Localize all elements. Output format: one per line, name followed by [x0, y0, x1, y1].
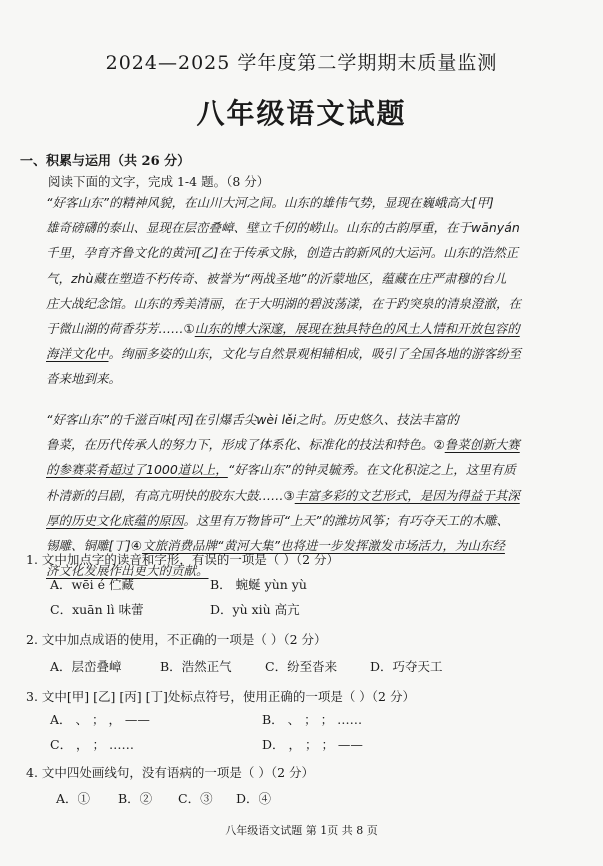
passage-line [46, 341, 556, 366]
question-3-option-c[interactable]: C． ， ； …… [50, 737, 134, 752]
question-2-option-d[interactable]: D．巧夺天工 [370, 659, 443, 674]
passage-line [46, 483, 556, 508]
question-2-option-c[interactable]: C．纷至沓来 [265, 659, 338, 674]
underlined-sentence-3-cont: 厚的历史文化底蕴的原因 [46, 512, 184, 528]
passage-line: 雄奇磅礴的泰山、显现在层峦叠嶂、壁立千仞的崂山。山东的古韵厚重，在于wānyán [46, 220, 520, 236]
section-heading: 一、积累与运用（共 26 分） [20, 154, 191, 169]
question-2-stem: 2. 文中加点成语的使用，不正确的一项是（ ）（2 分） [26, 632, 327, 647]
underlined-sentence-3: 丰富多彩的文艺形式，是因为得益于其深 [294, 487, 520, 503]
underlined-sentence-1-cont: 海洋文化中 [46, 346, 109, 362]
exam-subject-title: 八年级语文试题 [196, 97, 407, 130]
question-3-option-a[interactable]: A． 、 ； ， —— [50, 712, 150, 727]
passage-text: “好客山东”的钟灵毓秀。在文化积淀之上，这里有质 [227, 462, 516, 478]
question-4-option-b[interactable]: B．② [118, 791, 153, 806]
passage-line [46, 432, 556, 457]
question-1-option-a[interactable]: A．wēi é 伫藏 [50, 577, 134, 592]
underlined-sentence-2: 鲁菜创新大赛 [444, 437, 520, 453]
question-4-option-d[interactable]: D．④ [236, 791, 272, 806]
underlined-sentence-4-cont: 济文化发展作出更大的贡献。 [46, 563, 209, 579]
question-2-option-b[interactable]: B．浩然正气 [160, 659, 232, 674]
reading-instruction: 阅读下面的文字，完成 1-4 题。（8 分） [48, 174, 270, 189]
question-1-option-b[interactable]: B． 蜿蜒 yùn yù [210, 577, 307, 592]
question-1-option-d[interactable]: D．yù xiù 高亢 [210, 602, 300, 617]
question-4-option-c[interactable]: C．③ [178, 791, 213, 806]
passage-line [46, 316, 556, 341]
passage-text: 朴清新的吕剧，有高亢明快的胶东大鼓……③ [46, 487, 295, 503]
underlined-sentence-1: 山东的博大深邃，展现在独具特色的风土人情和开放包容的 [194, 321, 520, 337]
passage-text: 。绚丽多姿的山东，文化与自然景观相辅相成，吸引了全国各地的游客纷至 [108, 346, 522, 362]
passage-line: 庄大战纪念馆。山东的秀美清丽，在于大明湖的碧波荡漾，在于趵突泉的清泉澄澈，在 [46, 295, 522, 311]
passage-line: 千里，孕育齐鲁文化的黄河[乙]在于传承文脉，创造古韵新风的大运河。山东的浩然正 [46, 245, 519, 261]
passage-text: 锡雕、铜雕[丁]④ [46, 538, 142, 554]
passage-line: “好客山东”的千滋百味[丙]在引爆舌尖wèi lěi之时。历史悠久、技法丰富的 [46, 412, 459, 427]
question-4-stem: 4. 文中四处画线句，没有语病的一项是（ ）（2 分） [26, 765, 315, 780]
question-3-option-d[interactable]: D． ， ； ； —— [262, 737, 363, 752]
question-3-stem: 3. 文中[甲] [乙] [丙] [丁]处标点符号，使用正确的一项是（ ）（2 分） [26, 689, 415, 704]
underlined-sentence-2-cont: 的参赛菜肴超过了1000道以上， [46, 462, 228, 478]
question-3-option-b[interactable]: B． 、 ； ； …… [262, 712, 363, 727]
passage-text: 。这里有万物皆可“上天”的潍坊风筝；有巧夺天工的木雕、 [183, 512, 509, 528]
passage-line [46, 457, 556, 482]
question-1-option-c[interactable]: C．xuān lì 味蕾 [50, 602, 144, 617]
passage-paragraph-1 [46, 190, 556, 392]
question-1-stem: 1. 文中加点字的读音和字形，有误的一项是（ ）（2 分） [26, 552, 340, 567]
passage-line: “好客山东”的精神风貌，在山川大河之间。山东的雄伟气势，显现在巍峨高大[甲] [46, 195, 494, 210]
passage-line [46, 508, 556, 533]
underlined-sentence-4: 文旅消费品牌“黄河大集”也将进一步发挥激发市场活力，为山东经 [141, 538, 505, 554]
passage-text: 于微山湖的荷香芬芳……① [46, 321, 195, 337]
passage-text: 鲁菜，在历代传承人的努力下，形成了体系化、标准化的技法和特色。② [46, 437, 445, 453]
passage-line: 气，zhù藏在塑造不朽传奇、被誉为“两战圣地”的沂蒙地区，蕴藏在庄严肃穆的台儿 [46, 270, 507, 286]
page-footer: 八年级语文试题 第 1页 共 8 页 [225, 824, 378, 837]
passage-line: 沓来地到来。 [46, 371, 122, 387]
exam-term-title: 2024—2025 学年度第二学期期末质量监测 [105, 52, 498, 74]
question-2-option-a[interactable]: A．层峦叠嶂 [50, 659, 122, 674]
question-4-option-a[interactable]: A．① [56, 791, 91, 806]
